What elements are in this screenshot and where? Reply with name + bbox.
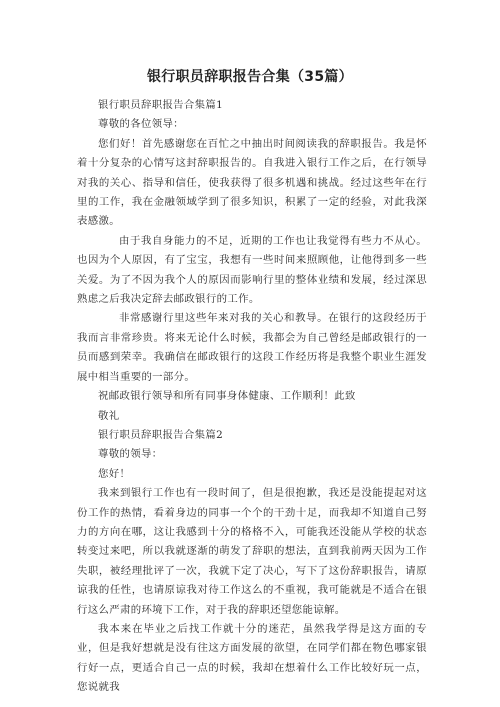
greeting: 您好！ xyxy=(98,467,131,480)
paragraph: 我来到银行工作也有一段时间了，但是很抱歉，我还是没能提起对这份工作的热情，看着身边的同事一个个的干劲十足，而我却不知道自己努力的方向在哪，这让我感到十分的格格不入，可能我还没能从学校的状态转变过来吧，所以我就逐渐的萌发了辞职的想法，直到我前两天因为工作失职，被经理批评了一次，我就下定了决心，写下了这份辞职报告，请原谅我的任性，也请原谅我对待工作这么的不重视，我可能就是不适合在银行这么严肃的环境下工作，对于我的辞职还望您能谅解。 xyxy=(77,487,427,616)
paragraph: 您们好！首先感谢您在百忙之中抽出时间阅读我的辞职报告。我是怀着十分复杂的心情写这封辞职报告的。自我进入银行工作之后，在行领导对我的关心、指导和信任，使我获得了很多机遇和挑战。经过这些年在行里的工作，我在金融领域学到了很多知识，积累了一定的经验，对此我深表感激。 xyxy=(77,137,427,228)
closing-line: 祝邮政银行领导和所有同事身体健康、工作顺利！此致 xyxy=(98,390,356,403)
section-heading: 银行职员辞职报告合集篇2 xyxy=(98,428,224,441)
salutation: 尊敬的领导： xyxy=(98,448,163,461)
document-title: 银行职员辞职报告合集（35篇） xyxy=(147,69,353,85)
section-heading: 银行职员辞职报告合集篇1 xyxy=(98,99,224,111)
closing-salute: 敬礼 xyxy=(98,409,120,422)
paragraph: 我本来在毕业之后找工作就十分的迷茫，虽然我学得是这方面的专业，但是我好想就是没有往这方面发展的欲望，在同学们都在物色哪家银行好一点，更适合自己一点的时候，我却在想着什么工作比较好玩一点，您说就我 xyxy=(77,622,427,694)
paragraph: 由于我自身能力的不足，近期的工作也让我觉得有些力不从心。也因为个人原因，有了宝宝，我想有一些时间来照顾他，让他得到多一些关爱。为了不因为我个人的原因而影响行里的整体业绩和发展，经过深思熟虑之后我决定辞去邮政银行的工作。 xyxy=(77,234,427,306)
paragraph: 非常感谢行里这些年来对我的关心和教导。在银行的这段经历于我而言非常珍贵。将来无论什么时候，我都会为自己曾经是邮政银行的一员而感到荣幸。我确信在邮政银行的这段工作经历将是我整个职业生涯发展中相当重要的一部分。 xyxy=(77,312,427,383)
salutation: 尊敬的各位领导： xyxy=(98,118,184,131)
document-body xyxy=(77,96,427,698)
